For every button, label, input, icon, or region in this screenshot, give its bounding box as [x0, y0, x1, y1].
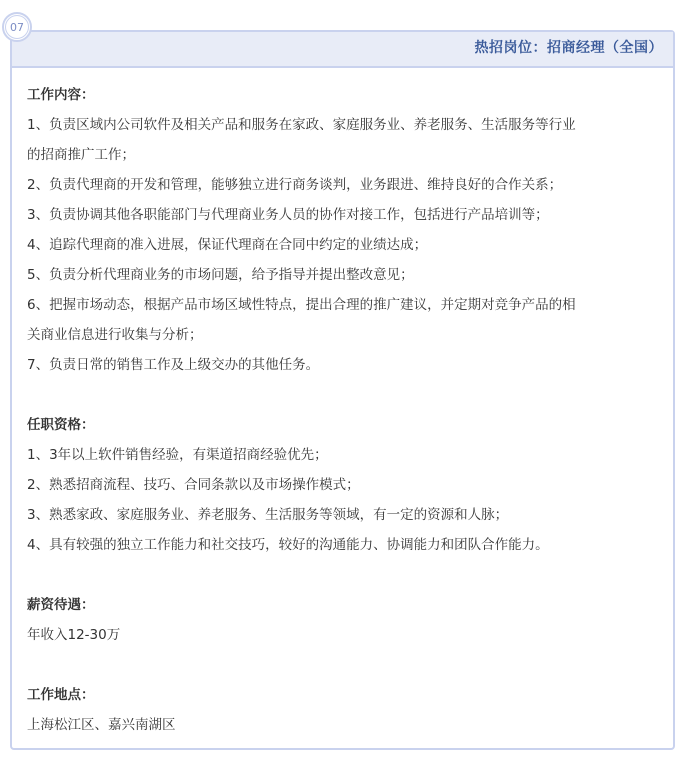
list-item: 1、3年以上软件销售经验，有渠道招商经验优先；	[27, 447, 328, 463]
spacer	[27, 560, 662, 590]
header-bar	[12, 32, 673, 68]
badge-number: 07	[5, 15, 29, 39]
list-item: 2、负责代理商的开发和管理，能够独立进行商务谈判，业务跟进、维持良好的合作关系；	[27, 177, 563, 193]
number-badge	[2, 12, 32, 42]
list-item: 关商业信息进行收集与分析；	[27, 327, 203, 343]
list-item: 5、负责分析代理商业务的市场问题，给予指导并提出整改意见；	[27, 267, 414, 283]
list-item: 4、具有较强的独立工作能力和社交技巧，较好的沟通能力、协调能力和团队合作能力。	[27, 537, 549, 553]
salary-value: 年收入12-30万	[27, 627, 121, 643]
location-value: 上海松江区、嘉兴南湖区	[27, 717, 176, 733]
page-title: 热招岗位：招商经理（全国）	[474, 40, 663, 56]
section-title-location: 工作地点：	[27, 687, 95, 703]
list-item: 2、熟悉招商流程、技巧、合同条款以及市场操作模式；	[27, 477, 360, 493]
list-item: 6、把握市场动态，根据产品市场区域性特点，提出合理的推广建议，并定期对竞争产品的相	[27, 297, 576, 313]
section-title-duties: 工作内容：	[27, 87, 95, 103]
list-item: 3、负责协调其他各职能部门与代理商业务人员的协作对接工作，包括进行产品培训等；	[27, 207, 549, 223]
list-item: 4、追踪代理商的准入进展，保证代理商在合同中约定的业绩达成；	[27, 237, 428, 253]
spacer	[27, 650, 662, 680]
list-item: 1、负责区域内公司软件及相关产品和服务在家政、家庭服务业、养老服务、生活服务等行业	[27, 117, 576, 133]
section-title-salary: 薪资待遇：	[27, 597, 95, 613]
list-item: 3、熟悉家政、家庭服务业、养老服务、生活服务等领域，有一定的资源和人脉；	[27, 507, 509, 523]
section-title-qualifications: 任职资格：	[27, 417, 95, 433]
spacer	[27, 380, 662, 410]
list-item: 的招商推广工作；	[27, 147, 135, 163]
content	[27, 80, 662, 740]
list-item: 7、负责日常的销售工作及上级交办的其他任务。	[27, 357, 320, 373]
